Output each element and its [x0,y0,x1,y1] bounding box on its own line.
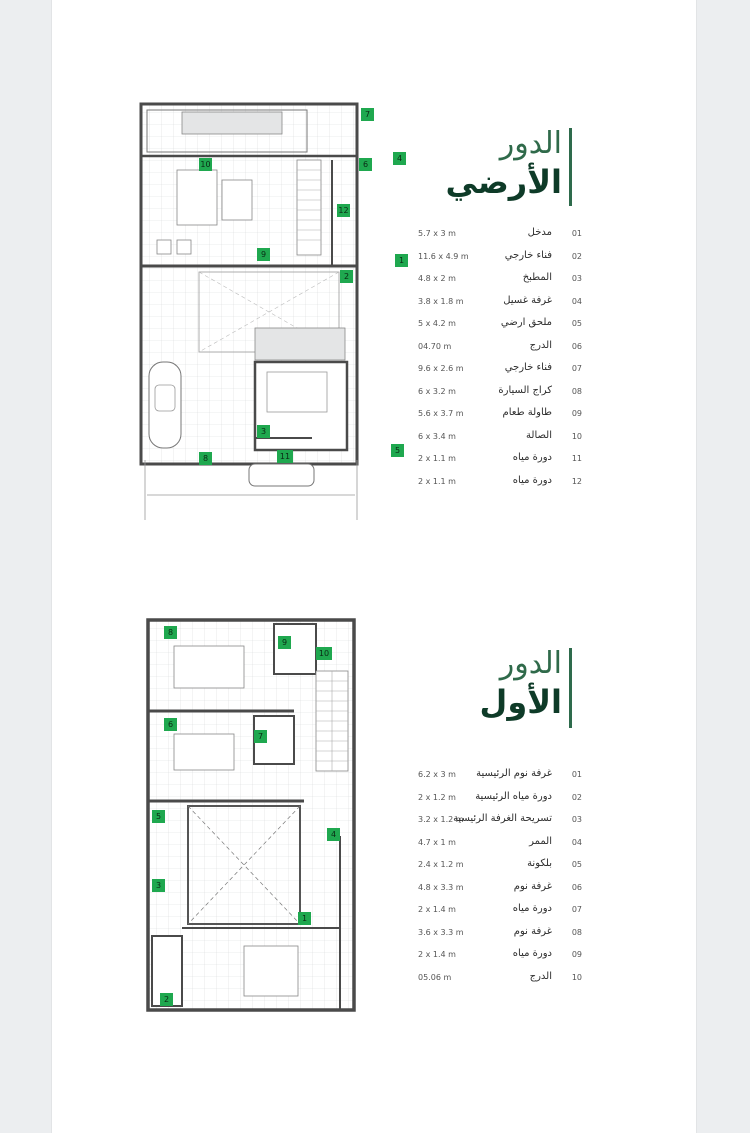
ground-floor-plan [137,100,405,525]
room-name: كراج السيارة [498,384,552,396]
room-name: غرفة نوم [513,880,552,892]
room-dimension: 04.70 m [418,341,452,351]
room-dimension: 5.6 x 3.7 m [418,409,464,418]
room-dimension: 2 x 1.4 m [418,905,456,914]
marker-6: 6 [164,718,177,731]
room-dimension: 6.2 x 3 m [418,770,456,779]
first-floor-drawing [144,616,364,1016]
room-number: 03 [571,815,582,824]
room-name: دورة مياه [512,474,552,486]
room-name: تسريحة الغرفة الرئيسية [453,813,552,824]
room-number: 09 [571,950,582,959]
room-dimension: 3.6 x 3.3 m [418,927,464,937]
room-name: مدخل [527,227,552,238]
room-number: 01 [571,229,582,238]
room-dimension: 4.8 x 2 m [418,274,456,283]
marker-2: 2 [340,270,353,283]
ground-floor-heading-bar [569,128,572,206]
room-dimension: 05.06 m [418,972,452,982]
room-row [412,314,582,337]
room-name: الممر [529,835,552,847]
room-number: 06 [571,341,582,351]
first-floor-heading-big: الأول [479,683,562,721]
marker-10: 10 [200,160,211,169]
room-row [412,359,582,382]
first-floor-section [52,560,696,1133]
room-row [412,968,582,991]
room-number: 02 [571,251,582,261]
marker-5: 5 [391,444,404,457]
room-name: ملحق ارضي [500,317,552,328]
room-number: 06 [571,882,582,892]
ground-floor-drawing [137,100,367,525]
ground-floor-room-list [412,224,582,494]
room-row [412,427,582,450]
room-number: 11 [571,454,582,463]
room-dimension: 9.6 x 2.6 m [418,364,464,373]
room-number: 05 [571,319,582,328]
room-dimension: 11.6 x 4.9 m [418,251,469,261]
room-name: دورة مياه [512,452,552,463]
room-name: بلكونة [527,858,552,869]
room-number: 05 [571,860,582,869]
room-row [412,900,582,923]
room-dimension: 2 x 1.1 m [418,454,456,463]
floorplan-sheet [52,0,696,1133]
room-name: غرفة نوم [513,925,552,937]
room-dimension: 3.8 x 1.8 m [418,296,464,306]
room-row [412,269,582,292]
room-number: 01 [571,770,582,779]
room-dimension: 2.4 x 1.2 m [418,860,464,869]
room-number: 07 [571,364,582,373]
room-dimension: 2 x 1.2 m [418,792,456,802]
room-number: 03 [571,274,582,283]
room-number: 09 [571,409,582,418]
room-name: غرفة نوم الرئيسية [476,768,552,779]
first-floor-heading [462,646,562,722]
room-name: فناء خارجي [504,362,552,373]
marker-1: 1 [298,912,311,925]
ground-floor-section [52,0,696,560]
room-name: فناء خارجي [504,249,552,261]
room-dimension: 4.7 x 1 m [418,837,456,847]
room-row [412,472,582,495]
first-floor-heading-bar [569,648,572,728]
room-number: 07 [571,905,582,914]
marker-12: 12 [338,206,349,215]
marker-11: 11 [277,450,293,463]
ground-floor-heading-big: الأرضي [445,163,562,201]
marker-7: 7 [254,730,267,743]
room-name: طاولة طعام [502,407,552,418]
room-row [412,337,582,360]
room-number: 10 [571,431,582,441]
marker-8: 8 [164,626,177,639]
ground-floor-heading [445,126,562,202]
room-number: 08 [571,386,582,396]
room-row [412,855,582,878]
room-name: الصالة [526,429,552,441]
marker-2: 2 [160,993,173,1006]
room-dimension: 4.8 x 3.3 m [418,882,464,892]
room-number: 04 [571,296,582,306]
room-row [412,788,582,811]
room-row [412,945,582,968]
marker-9: 9 [257,248,270,261]
room-dimension: 6 x 3.4 m [418,431,456,441]
marker-8: 8 [199,452,212,465]
room-row [412,247,582,270]
marker-3: 3 [257,425,270,438]
room-number: 08 [571,927,582,937]
room-row [412,224,582,247]
room-row [412,923,582,946]
first-floor-heading-small: الدور [499,646,562,681]
room-row [412,878,582,901]
room-row [412,765,582,788]
marker-7: 7 [361,108,374,121]
room-name: الدرج [529,339,552,351]
marker-9: 9 [278,636,291,649]
room-row [412,404,582,427]
first-floor-room-list [412,765,582,990]
room-name: المطبخ [522,272,552,283]
room-dimension: 6 x 3.2 m [418,386,456,396]
marker-10: 10 [316,647,332,660]
room-name: دورة مياه الرئيسية [475,790,552,802]
room-dimension: 5.7 x 3 m [418,229,456,238]
first-floor-plan [144,616,364,1016]
room-row [412,833,582,856]
marker-3: 3 [152,879,165,892]
marker-5: 5 [152,810,165,823]
room-dimension: 2 x 1.1 m [418,476,456,486]
marker-6: 6 [359,158,372,171]
room-row [412,292,582,315]
room-row [412,810,582,833]
room-number: 10 [571,972,582,982]
marker-4: 4 [393,152,406,165]
room-row [412,449,582,472]
marker-4: 4 [327,828,340,841]
room-number: 02 [571,792,582,802]
room-name: دورة مياه [512,903,552,914]
room-name: الدرج [529,970,552,982]
room-name: غرفة غسيل [503,294,552,306]
room-name: دورة مياه [512,948,552,959]
room-dimension: 5 x 4.2 m [418,319,456,328]
marker-1: 1 [395,254,408,267]
room-number: 12 [571,476,582,486]
room-dimension: 2 x 1.4 m [418,950,456,959]
room-row [412,382,582,405]
ground-floor-heading-small: الدور [499,126,562,161]
room-dimension: 3.2 x 1.2 m [418,815,464,824]
room-number: 04 [571,837,582,847]
